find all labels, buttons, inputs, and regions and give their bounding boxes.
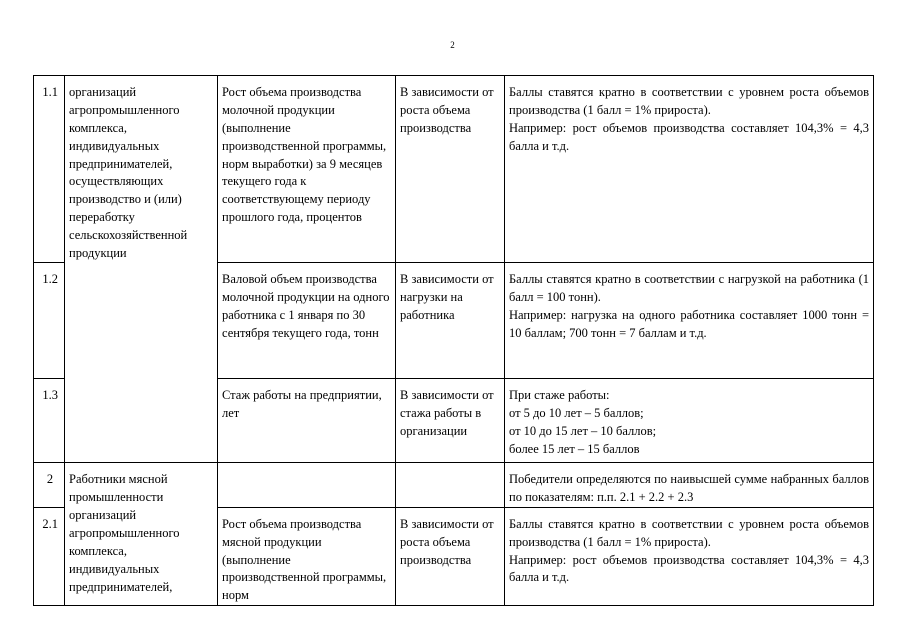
scoring-line: При стаже работы: xyxy=(509,388,610,402)
scoring-cell xyxy=(505,76,874,263)
scoring-cell xyxy=(505,507,874,605)
table-row xyxy=(34,463,874,508)
page-number: 2 xyxy=(450,40,455,50)
dependency-cell: В зависимости от нагрузки на работника xyxy=(396,263,505,379)
indicator-cell: Валовой объем производства молочной продукции на одного работника с 1 января по 30 сентября текущего года, тонн xyxy=(218,263,396,379)
scoring-line: от 5 до 10 лет – 5 баллов; xyxy=(509,405,644,420)
scoring-line: Баллы ставятся кратно в соответствии с уровнем роста объемов производства (1 балл = 1% прироста). xyxy=(509,516,869,549)
organization-cell: организаций агропромышленного комплекса, индивидуальных предпринимателей, осуществляющих производство и (или) переработку сельскохозяйственной продукции xyxy=(65,76,218,463)
row-number: 2 xyxy=(34,463,65,508)
row-number: 1.1 xyxy=(34,76,65,263)
indicator-cell xyxy=(218,463,396,508)
dependency-cell: В зависимости от стажа работы в организации xyxy=(396,379,505,463)
organization-cell: организаций агропромышленного комплекса, индивидуальных предпринимателей, xyxy=(65,507,218,605)
row-number: 1.3 xyxy=(34,379,65,463)
scoring-line: Баллы ставятся кратно в соответствии с нагрузкой на работника (1 балл = 100 тонн). xyxy=(509,272,869,304)
indicator-cell: Рост объема производства молочной продукции (выполнение производственной программы, норм выработки) за 9 месяцев текущего года к соответствующему периоду прошлого года, процентов xyxy=(218,76,396,263)
dependency-cell: В зависимости от роста объема производства xyxy=(396,507,505,605)
scoring-line: Баллы ставятся кратно в соответствии с уровнем роста объемов производства (1 балл = 1% прироста). xyxy=(509,85,869,117)
dependency-cell: В зависимости от роста объема производства xyxy=(396,76,505,263)
scoring-line: Например: рост объемов производства составляет 104,3% = 4,3 балла и т.д. xyxy=(509,552,869,585)
row-number: 2.1 xyxy=(34,507,65,605)
table-row xyxy=(34,76,874,263)
scoring-line: Например: рост объемов производства составляет 104,3% = 4,3 балла и т.д. xyxy=(509,120,869,153)
scoring-line: от 10 до 15 лет – 10 баллов; xyxy=(509,423,657,438)
scoring-line: Например: нагрузка на одного работника составляет 1000 тонн = 10 баллам; 700 тонн = 7 баллам и т.д. xyxy=(509,307,869,340)
table-row xyxy=(34,507,874,605)
organization-cell: Работники мясной промышленности xyxy=(65,463,218,508)
scoring-cell xyxy=(505,379,874,463)
indicator-cell: Рост объема производства мясной продукции (выполнение производственной программы, норм xyxy=(218,507,396,605)
criteria-table xyxy=(33,75,874,606)
scoring-line: более 15 лет – 15 баллов xyxy=(509,441,640,456)
dependency-cell xyxy=(396,463,505,508)
scoring-cell: Победители определяются по наивысшей сумме набранных баллов по показателям: п.п. 2.1 + 2.2 + 2.3 xyxy=(505,463,874,508)
indicator-cell: Стаж работы на предприятии, лет xyxy=(218,379,396,463)
row-number: 1.2 xyxy=(34,263,65,379)
scoring-cell xyxy=(505,263,874,379)
